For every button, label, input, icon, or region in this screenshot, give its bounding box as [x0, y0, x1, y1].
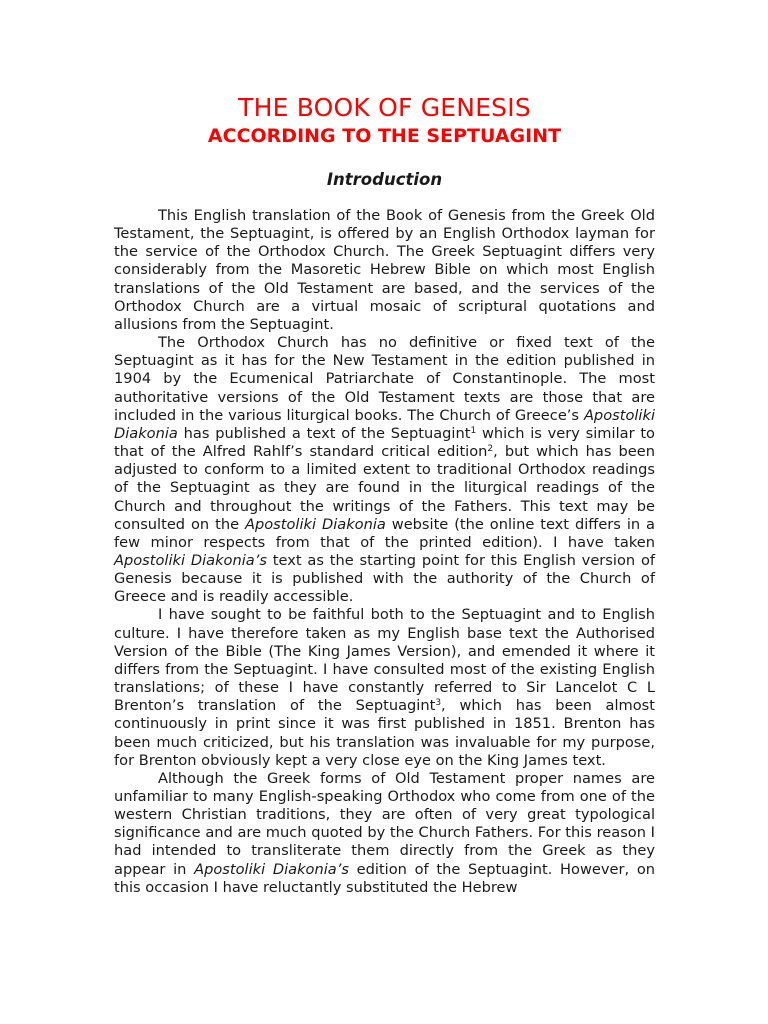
document-subtitle: ACCORDING TO THE SEPTUAGINT — [207, 125, 562, 147]
italic-text: Apostoliki Diakonia — [114, 406, 655, 442]
text-run: which is very similar to that of the Alfred Rahlf’s standard critical edition — [114, 424, 655, 461]
section-heading: Introduction — [326, 170, 443, 189]
document-title: THE BOOK OF GENESIS — [238, 93, 531, 122]
italic-text: Apostoliki Diakonia — [244, 515, 386, 533]
paragraph — [114, 606, 655, 769]
text-run: , but which has been adjusted to conform to a limited extent to traditional Orthodox readings of the Septuagint as they are found in the liturgical readings of the Church and throughout the writings of the Fathers. This text may be consulted on the — [114, 443, 655, 533]
text-run: This English translation of the Book of Genesis from the Greek Old Testament, the Septuagint, is offered by an English Orthodox layman for the service of the Orthodox Church. The Greek Septuagint differs very considerably from the Masoretic Hebrew Bible on which most English translations of the Old Testament are based, and the services of the Orthodox Church are a virtual mosaic of scriptural quotations and allusions from the Septuagint. — [114, 207, 655, 333]
footnote-marker: 2 — [487, 444, 494, 455]
text-run: text as the starting point for this English version of Genesis because it is published with the authority of the Church of Greece and is readily accessible. — [114, 551, 656, 606]
paragraph — [114, 207, 655, 334]
italic-text: Apostoliki Diakonia’s — [114, 551, 267, 569]
footnote-marker: 3 — [435, 698, 442, 709]
paragraph — [114, 334, 655, 606]
text-run: edition of the Septuagint. However, on this occasion I have reluctantly substituted the Hebrew — [114, 860, 655, 896]
document-page — [114, 93, 655, 897]
italic-text: Apostoliki Diakonia’s — [194, 860, 349, 878]
text-run: website (the online text differs in a few minor respects from that of the printed edition). I have taken — [114, 515, 655, 551]
body-text — [114, 207, 655, 897]
text-run: The Orthodox Church has no definitive or fixed text of the Septuagint as it has for the New Testament in the edition published in 1904 by the Ecumenical Patriarchate of Constantinople. The most authoritative versions of the Old Testament texts are those that are included in the various liturgical books. The Church of Greece’s — [114, 334, 655, 424]
paragraph — [114, 770, 655, 897]
text-run: has published a text of the Septuagint — [177, 424, 471, 442]
text-run: Although the Greek forms of Old Testament proper names are unfamiliar to many English-speaking Orthodox who come from one of the western Christian traditions, they are often of very great typological significance and are much quoted by the Church Fathers. For this reason I had intended to transliterate them directly from the Greek as they appear in — [114, 769, 655, 878]
text-run: , which has been almost continuously in print since it was first published in 1851. Brenton has been much criticized, but his translation was invaluable for my purpose, for Brenton obviously kept a very close eye on the King James text. — [114, 697, 655, 769]
text-run: I have sought to be faithful both to the Septuagint and to English culture. I have therefore taken as my English base text the Authorised Version of the Bible (The King James Version), and emended it where it differs from the Septuagint. I have consulted most of the existing English translations; of these I have constantly referred to Sir Lancelot C L Brenton’s translation of the Septuagint — [114, 606, 655, 715]
footnote-marker: 1 — [470, 425, 477, 436]
